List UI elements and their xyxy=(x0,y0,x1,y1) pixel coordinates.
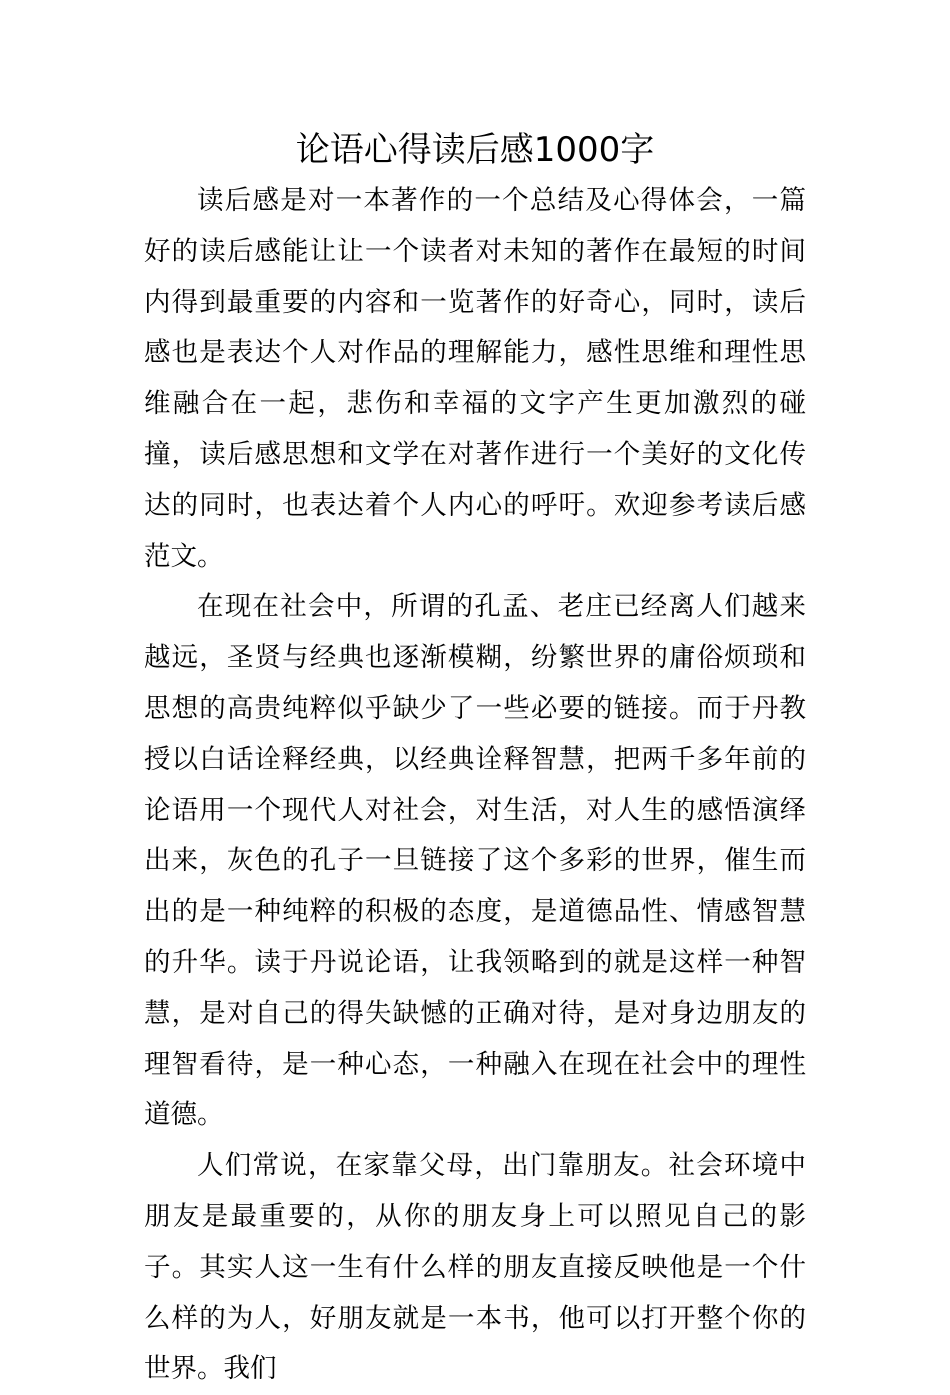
document-body xyxy=(144,176,806,1395)
document-title: 论语心得读后感1000字 xyxy=(295,130,655,170)
paragraph-1: 读后感是对一本著作的一个总结及心得体会，一篇好的读后感能让让一个读者对未知的著作在最短的时间内得到最重要的内容和一览著作的好奇心，同时，读后感也是表达个人对作品的理解能力，感性思维和理性思维融合在一起，悲伤和幸福的文字产生更加激烈的碰撞，读后感思想和文学在对著作进行一个美好的文化传达的同时，也表达着个人内心的呼吁。欢迎参考读后感范文。 xyxy=(144,185,806,572)
paragraph-2: 在现在社会中，所谓的孔孟、老庄已经离人们越来越远，圣贤与经典也逐渐模糊，纷繁世界的庸俗烦琐和思想的高贵纯粹似乎缺少了一些必要的链接。而于丹教授以白话诠释经典，以经典诠释智慧，把两千多年前的论语用一个现代人对社会，对生活，对人生的感悟演绎出来，灰色的孔子一旦链接了这个多彩的世界，催生而出的是一种纯粹的积极的态度，是道德品性、情感智慧的升华。读于丹说论语，让我领略到的就是这样一种智慧，是对自己的得失缺憾的正确对待，是对身边朋友的理智看待，是一种心态，一种融入在现在社会中的理性道德。 xyxy=(144,591,806,1131)
paragraph-3: 人们常说，在家靠父母，出门靠朋友。社会环境中朋友是最重要的，从你的朋友身上可以照见自己的影子。其实人这一生有什么样的朋友直接反映他是一个什么样的为人，好朋友就是一本书，他可以打开整个你的世界。我们 xyxy=(144,1150,806,1385)
